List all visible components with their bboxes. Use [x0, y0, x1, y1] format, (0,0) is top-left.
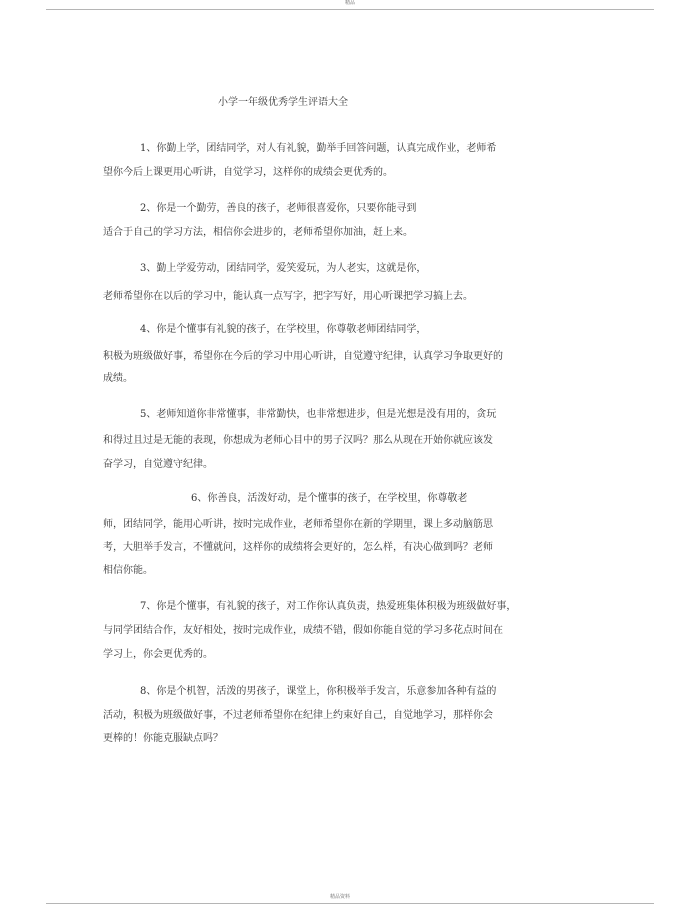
paragraph-line: 8、你是个机智，活泼的男孩子，课堂上，你积极举手发言，乐意参加各种有益的: [140, 686, 497, 697]
paragraph-line: 和得过且过是无能的表现，你想成为老师心目中的男子汉吗？那么从现在开始你就应该发: [103, 435, 493, 446]
paragraph-line: 相信你能。: [103, 565, 153, 576]
paragraph-line: 考，大胆举手发言，不懂就问，这样你的成绩将会更好的，怎么样，有决心做到吗？老师: [103, 542, 493, 553]
paragraph-line: 3、勤上学爱劳动，团结同学，爱笑爱玩，为人老实，这就是你，: [140, 263, 427, 274]
paragraph-line: 适合于自己的学习方法，相信你会进步的，老师希望你加油，赶上来。: [103, 227, 413, 238]
paragraph-line: 2、你是一个勤劳，善良的孩子，老师很喜爱你，只要你能寻到: [140, 203, 417, 214]
paragraph-line: 5、老师知道你非常懂事，非常勤快，也非常想进步，但是光想是没有用的，贪玩: [140, 409, 497, 420]
paragraph-line: 奋学习，自觉遵守纪律。: [103, 459, 213, 470]
footer-rule: [46, 903, 654, 904]
paragraph-line: 更棒的！你能克服缺点吗？: [103, 733, 223, 744]
paragraph-line: 望你今后上课更用心听讲，自觉学习，这样你的成绩会更优秀的。: [103, 167, 393, 178]
paragraph-line: 7、你是个懂事，有礼貌的孩子，对工作你认真负责，热爱班集体积极为班级做好事，: [140, 601, 517, 612]
page-title: 小学一年级优秀学生评语大全: [218, 97, 348, 108]
paragraph-line: 老师希望你在以后的学习中，能认真一点写字，把字写好，用心听课把学习搞上去。: [103, 291, 473, 302]
paragraph-line: 师，团结同学，能用心听讲，按时完成作业，老师希望你在新的学期里，课上多动脑筋思: [103, 519, 493, 530]
paragraph-line: 6、你善良，活泼好动，是个懂事的孩子，在学校里，你尊敬老: [191, 493, 468, 504]
paragraph-line: 4、你是个懂事有礼貌的孩子，在学校里，你尊敬老师团结同学，: [140, 324, 427, 335]
paragraph-line: 活动，积极为班级做好事，不过老师希望你在纪律上约束好自己，自觉地学习，那样你会: [103, 710, 493, 721]
footer-mark: 精品资料: [330, 894, 351, 900]
paragraph-line: 1、你勤上学，团结同学，对人有礼貌，勤举手回答问题，认真完成作业，老师希: [140, 143, 497, 154]
header-rule: [46, 9, 654, 10]
paragraph-line: 成绩。: [103, 373, 133, 384]
paragraph-line: 与同学团结合作，友好相处，按时完成作业，成绩不错，假如你能自觉的学习多花点时间在: [103, 625, 503, 636]
paragraph-line: 积极为班级做好事，希望你在今后的学习中用心听讲，自觉遵守纪律，认真学习争取更好的: [103, 351, 503, 362]
paragraph-line: 学习上，你会更优秀的。: [103, 649, 213, 660]
header-mark: 精品: [344, 0, 355, 6]
